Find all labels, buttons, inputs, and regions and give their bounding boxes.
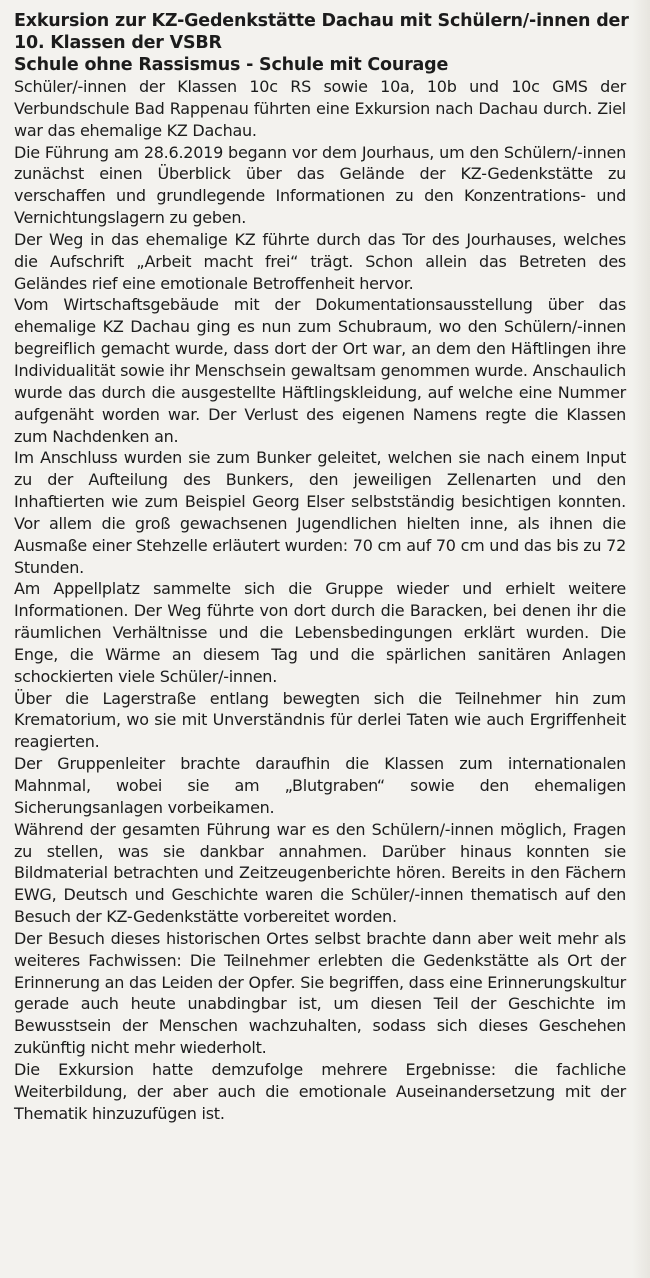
paragraph: Im Anschluss wurden sie zum Bunker geleitet, welchen sie nach einem Input zu der Aufteilung des Bunkers, den jeweiligen Zellenarten und den Inhaftierten wie zum Beispiel Georg Elser selbstständig besichtigen konnten. Vor allem die groß gewachsenen Jugendlichen hielten inne, als ihnen die Ausmaße einer Stehzelle erläutert wurden: 70 cm auf 70 cm und das bis zu 72 Stunden. bbox=[14, 448, 626, 577]
article-subheadline: Schule ohne Rassismus - Schule mit Courage bbox=[14, 55, 449, 75]
paragraph: Während der gesamten Führung war es den Schülern/-innen möglich, Fragen zu stellen, was sie dankbar annahmen. Darüber hinaus konnten sie Bildmaterial betrachten und Zeitzeugenberichte hören. Bereits in den Fächern EWG, Deutsch und Geschichte waren die Schüler/-innen thematisch auf den Besuch der KZ-Gedenkstätte vorbereitet worden. bbox=[14, 819, 626, 927]
article-body bbox=[14, 76, 626, 1125]
paragraph: Die Führung am 28.6.2019 begann vor dem Jourhaus, um den Schülern/-innen zunächst einen Überblick über das Gelände der KZ-Gedenkstätte zu verschaffen und grundlegende Informationen zu den Konzentrations- und Vernichtungslagern zu geben. bbox=[14, 142, 626, 228]
page-edge-shadow bbox=[632, 0, 650, 1278]
paragraph: Der Besuch dieses historischen Ortes selbst brachte dann aber weit mehr als weiteres Fachwissen: Die Teilnehmer erlebten die Gedenkstätte als Ort der Erinnerung an das Leiden der Opfer. Sie begriffen, dass eine Erinnerungskultur gerade auch heute unabdingbar ist, um diesen Teil der Geschichte im Bewusstsein der Menschen wachzuhalten, sodass sich dieses Geschehen zukünftig nicht mehr wiederholt. bbox=[14, 928, 626, 1058]
paragraph: Vom Wirtschaftsgebäude mit der Dokumentationsausstellung über das ehemalige KZ Dachau ging es nun zum Schubraum, wo den Schülern/-innen begreiflich gemacht wurde, dass dort der Ort war, an dem den Häftlingen ihre Individualität sowie ihr Menschsein gewaltsam genommen wurde. Anschaulich wurde das durch die ausgestellte Häftlingskleidung, auf welche eine Nummer aufgenäht worden war. Der Verlust des eigenen Namens regte die Klassen zum Nachdenken an. bbox=[14, 295, 626, 446]
article-headline bbox=[14, 10, 629, 54]
headline-line-2: 10. Klassen der VSBR bbox=[14, 33, 222, 53]
paragraph: Schüler/-innen der Klassen 10c RS sowie 10a, 10b und 10c GMS der Verbundschule Bad Rappenau führten eine Exkursion nach Dachau durch. Ziel war das ehemalige KZ Dachau. bbox=[14, 77, 626, 140]
paragraph: Die Exkursion hatte demzufolge mehrere Ergebnisse: die fachliche Weiterbildung, der aber auch die emotionale Auseinandersetzung mit der Thematik hinzuzufügen ist. bbox=[14, 1059, 626, 1123]
paragraph: Der Weg in das ehemalige KZ führte durch das Tor des Jourhauses, welches die Aufschrift „Arbeit macht frei“ trägt. Schon allein das Betreten des Geländes rief eine emotionale Betroffenheit hervor. bbox=[14, 229, 626, 293]
paragraph: Über die Lagerstraße entlang bewegten sich die Teilnehmer hin zum Krematorium, wo sie mit Unverständnis für derlei Taten wie auch Ergriffenheit reagierten. bbox=[14, 688, 626, 752]
headline-line-1: Exkursion zur KZ-Gedenkstätte Dachau mit Schülern/-innen der bbox=[14, 11, 629, 31]
paragraph: Der Gruppenleiter brachte daraufhin die Klassen zum internationalen Mahnmal, wobei sie am „Blutgraben“ sowie den ehemaligen Sicherungsanlagen vorbeikamen. bbox=[14, 754, 626, 817]
article bbox=[14, 10, 629, 1125]
paragraph: Am Appellplatz sammelte sich die Gruppe wieder und erhielt weitere Informationen. Der Weg führte von dort durch die Baracken, bei denen ihr die räumlichen Verhältnisse und die Lebensbedingungen erklärt wurden. Die Enge, die Wärme an diesem Tag und die spärlichen sanitären Anlagen schockierten viele Schüler/-innen. bbox=[14, 579, 626, 686]
